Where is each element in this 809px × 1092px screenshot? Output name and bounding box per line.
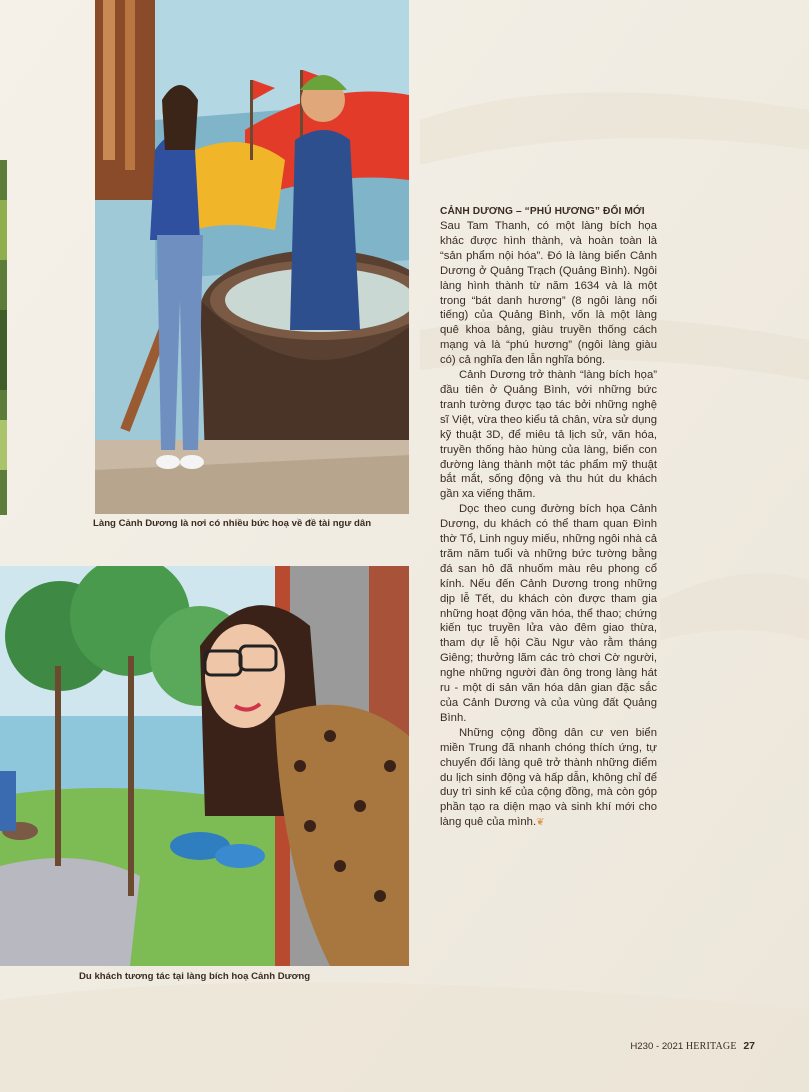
issue-number: H230 - 2021	[630, 1041, 684, 1052]
article-paragraph: Cảnh Dương trở thành “làng bích họa” đầu tiên ở Quảng Bình, với những bức tranh tường được tạo tác bởi những nghệ sĩ Việt, vừa theo kiểu tả chân, vừa sử dụng kỹ thuật 3D, để miêu tả lịch sử, văn hóa, truyền thống hào hùng của làng, biến con đường làng thành một tác phẩm mỹ thuật bắt mắt, sống động và thu hút du khách gần xa viếng thăm.	[440, 369, 657, 501]
page-footer	[630, 1040, 755, 1052]
article-paragraph-text: Những cộng đồng dân cư ven biển miền Trung đã nhanh chóng thích ứng, tự chuyển đổi làng quê trở thành những điểm du lịch sinh động và hấp dẫn, không chỉ để duy trì sinh kế của cộng đồng, mà còn góp phần tạo ra diện mạo và sinh khí mới cho làng quê của mình.	[440, 726, 657, 829]
page-number: 27	[743, 1040, 755, 1052]
photo-caption-bottom: Du khách tương tác tại làng bích hoạ Cảnh Dương	[79, 971, 311, 982]
article-paragraph: Sau Tam Thanh, có một làng bích họa khác được hình thành, và hoàn toàn là “sản phẩm nội hóa”. Đó là làng biển Cảnh Dương ở Quảng Trạch (Quảng Bình). Ngôi làng hình thành từ năm 1634 và là một trong “bát danh hương” (8 ngôi làng nổi tiếng) của Quảng Bình, vốn là một làng quê khoa bảng, giàu truyền thống cách mạng và là “phú hương” (ngôi làng giàu có) cả nghĩa đen lẫn nghĩa bóng.	[440, 220, 657, 367]
article-paragraph: Dọc theo cung đường bích họa Cảnh Dương, du khách có thể tham quan Đình thờ Tổ, Linh nguy miếu, những ngôi nhà cả trăm năm tuổi và những bức tường bằng đá san hô đã nhuốm màu rêu phong cổ kính. Nếu đến Cảnh Dương trong những dịp lễ Tết, du khách còn được tham gia những hoạt động văn hóa, thể thao; chứng kiến tục truyền lửa vào đêm giao thừa, tham dự lễ hội Cầu Ngư vào rằm tháng Giêng; thưởng lãm các trò chơi Cờ người, nghe những người đàn ông trong làng hát ru - một di sản văn hóa dân gian đặc sắc của Cảnh Dương và của vùng đất Quảng Bình.	[440, 503, 657, 724]
photo-mural-fisherman	[95, 0, 409, 514]
article-body	[440, 205, 657, 831]
photo-visitor-mural	[0, 566, 409, 966]
edge-image-strip	[0, 160, 7, 515]
photo-caption-top: Làng Cảnh Dương là nơi có nhiều bức hoạ về đề tài ngư dân	[93, 518, 372, 529]
article-heading: CẢNH DƯƠNG – “PHÚ HƯƠNG” ĐỔI MỚI	[440, 206, 645, 217]
article-paragraph-last	[440, 726, 657, 831]
magazine-name: HERITAGE	[685, 1041, 737, 1052]
end-mark-icon: ❦	[536, 817, 545, 829]
